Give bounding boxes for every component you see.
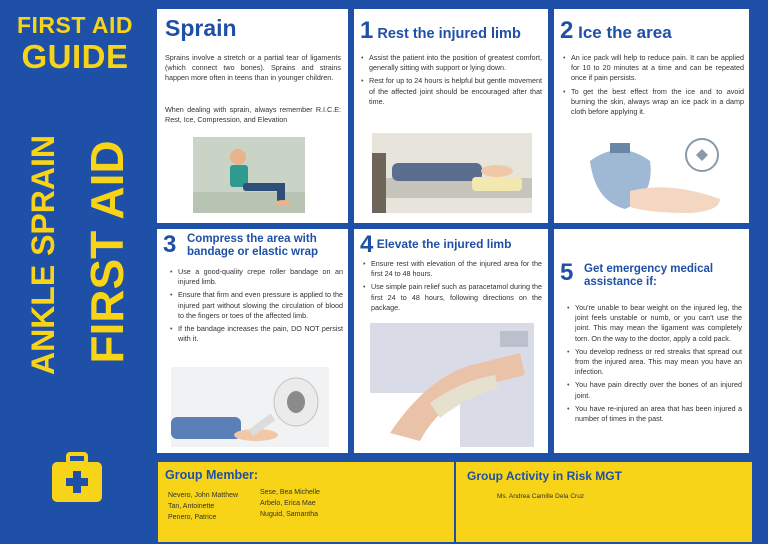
activity-title: Group Activity in Risk MGT (467, 469, 622, 483)
sidebar-vertical-text-ankle-sprain: ANKLE SPRAIN (25, 135, 61, 376)
step2-card (553, 8, 750, 224)
step5-bullet: • You have re-injured an area that has been injured a number of times in the past. (575, 404, 742, 424)
step4-bullets (362, 259, 542, 316)
step1-bullet: • Assist the patient into the position of greatest comfort, generally sitting with support or lying down. (369, 53, 542, 73)
first-aid-kit-icon (50, 452, 104, 511)
member-name: Sese, Bea Michelle (260, 489, 320, 496)
step1-bullets (360, 53, 542, 110)
step4-card (353, 228, 549, 454)
sidebar-title-line1: FIRST AID (16, 12, 134, 38)
member-name: Nevero, John Matthew (168, 492, 239, 499)
step4-number: 4 (360, 231, 374, 258)
step3-bullet: • If the bandage increases the pain, DO NOT persist with it. (178, 324, 343, 344)
step1-illustration (372, 133, 532, 213)
teacher-name: Ms. Andrea Camille Dela Cruz (497, 493, 585, 500)
step5-title-line2: assistance if: (584, 276, 657, 288)
members-column-1 (168, 490, 238, 523)
step2-heading (560, 17, 672, 45)
step5-bullet: • You have pain directly over the bones of an injured joint. (575, 380, 742, 400)
step1-bullet: • Rest for up to 24 hours is helpful but gentle movement of the affected joint should be encouraged after that time. (369, 76, 542, 107)
member-name: Penero, Patrice (168, 514, 217, 521)
members-column-2 (260, 487, 320, 520)
step1-heading (360, 17, 521, 45)
step3-number: 3 (163, 231, 177, 258)
sprain-paragraph-1: Sprains involve a stretch or a partial tear of ligaments (which connect two bones). Sprains and strains happen more often in teens than in younger children. (165, 53, 341, 83)
step2-bullet: • To get the best effect from the ice and to avoid burning the skin, always wrap an ice pack in a damp cloth before applying it. (571, 87, 744, 118)
step4-bullet: • Ensure rest with elevation of the injured area for the first 24 to 48 hours. (371, 259, 542, 279)
step3-card (156, 228, 349, 454)
sprain-card (156, 8, 349, 224)
step2-bullets (562, 53, 744, 120)
step5-number: 5 (560, 259, 574, 286)
step2-bullet: • An ice pack will help to reduce pain. It can be applied for 10 to 20 minutes at a time and can be repeated once if pain persists. (571, 53, 744, 84)
group-members-title: Group Member: (165, 468, 259, 482)
member-name: Tan, Antoinette (168, 503, 215, 510)
step2-title: Ice the area (578, 23, 672, 42)
step4-bullet: • Use simple pain relief such as paracetamol during the first 24 to 48 hours, following directions on the package. (371, 282, 542, 313)
step5-card (553, 228, 750, 454)
member-name: Arbelo, Erica Mae (260, 500, 316, 507)
step3-title (187, 233, 318, 258)
step1-number: 1 (360, 17, 374, 44)
step1-card (353, 8, 549, 224)
sprain-paragraph-2: When dealing with sprain, always remember R.I.C.E: Rest, Ice, Compression, and Elevation (165, 105, 341, 125)
step3-bullets (169, 267, 343, 347)
sidebar-vertical-text-first-aid: FIRST AID (81, 140, 133, 364)
step5-title (584, 263, 713, 289)
step5-bullet: • You're unable to bear weight on the injured leg, the joint feels unstable or numb, or you can't use the joint. This may mean the ligament was completely torn. On the way to the doctor, apply a cold pack. (575, 303, 742, 344)
step1-title: Rest the injured limb (377, 26, 521, 42)
sprain-illustration (193, 137, 305, 213)
step5-bullet: • You develop redness or red streaks that spread out from the injured area. This may mean you have an infection. (575, 347, 742, 378)
step5-title-line1: Get emergency medical (584, 263, 714, 275)
sprain-title: Sprain (165, 15, 237, 41)
step3-illustration (171, 367, 329, 447)
step5-bullets (566, 303, 742, 427)
step3-title-line1: Compress the area with (187, 233, 317, 245)
member-name: Nuguid, Samantha (260, 511, 318, 518)
step2-illustration (570, 131, 734, 217)
step2-number: 2 (560, 17, 574, 44)
step4-title: Elevate the injured limb (376, 237, 512, 251)
sidebar-title-line2: GUIDE (21, 38, 129, 75)
step3-bullet: • Use a good-quality crepe roller bandage on an injured limb. (178, 267, 343, 287)
step4-heading (360, 231, 511, 259)
step3-title-line2: bandage or elastic wrap (187, 245, 319, 258)
step4-illustration (370, 323, 534, 447)
step3-bullet: • Ensure that firm and even pressure is applied to the injured part without slowing the circulation of blood to the fingers or toes of the affected limb. (178, 290, 343, 321)
